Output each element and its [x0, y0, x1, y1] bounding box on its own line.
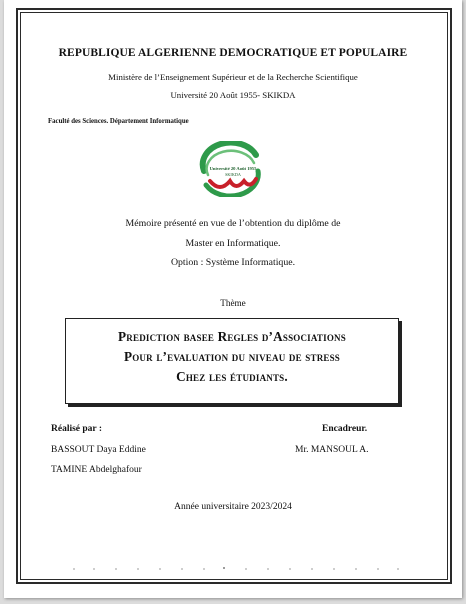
ministry-line: Ministère de l’Enseignement Supérieur et de la Recherche Scientifique [108, 72, 358, 82]
logo-text-1: Université 20 Août 1955 [209, 166, 257, 171]
document-page [4, 0, 462, 598]
option-line: Option : Système Informatique. [170, 257, 296, 268]
thesis-title-box [65, 318, 399, 404]
student-name-2: TAMINE Abdelghafour [51, 465, 142, 475]
encadreur-label: Encadreur. [322, 424, 368, 434]
thesis-title-line-1: Prediction basee Regles d’Associations [118, 329, 346, 344]
memoire-line: Mémoire présenté en vue de l’obtention du diplôme de [125, 218, 341, 229]
logo-text-2: SKIKDA [225, 172, 241, 177]
thesis-title-line-2: Pour l’evaluation du niveau de stress [123, 349, 341, 364]
academic-year: Année universitaire 2023/2024 [174, 502, 292, 512]
thesis-title-line-3: Chez les étudiants. [176, 369, 288, 384]
degree-line: Master en Informatique. [185, 238, 281, 249]
theme-label: Thème [220, 298, 246, 308]
supervisor-name: Mr. MANSOUL A. [295, 445, 369, 455]
student-name-1: BASSOUT Daya Eddine [51, 445, 146, 455]
realise-label: Réalisé par : [51, 424, 103, 434]
republic-heading: REPUBLIQUE ALGERIENNE DEMOCRATIQUE ET POPULAIRE [58, 47, 408, 59]
university-line: Université 20 Août 1955- SKIKDA [170, 90, 296, 100]
faculty-line: Faculté des Sciences. Département Informatique [48, 118, 189, 125]
decorative-dots [64, 566, 404, 572]
university-logo [196, 141, 268, 197]
